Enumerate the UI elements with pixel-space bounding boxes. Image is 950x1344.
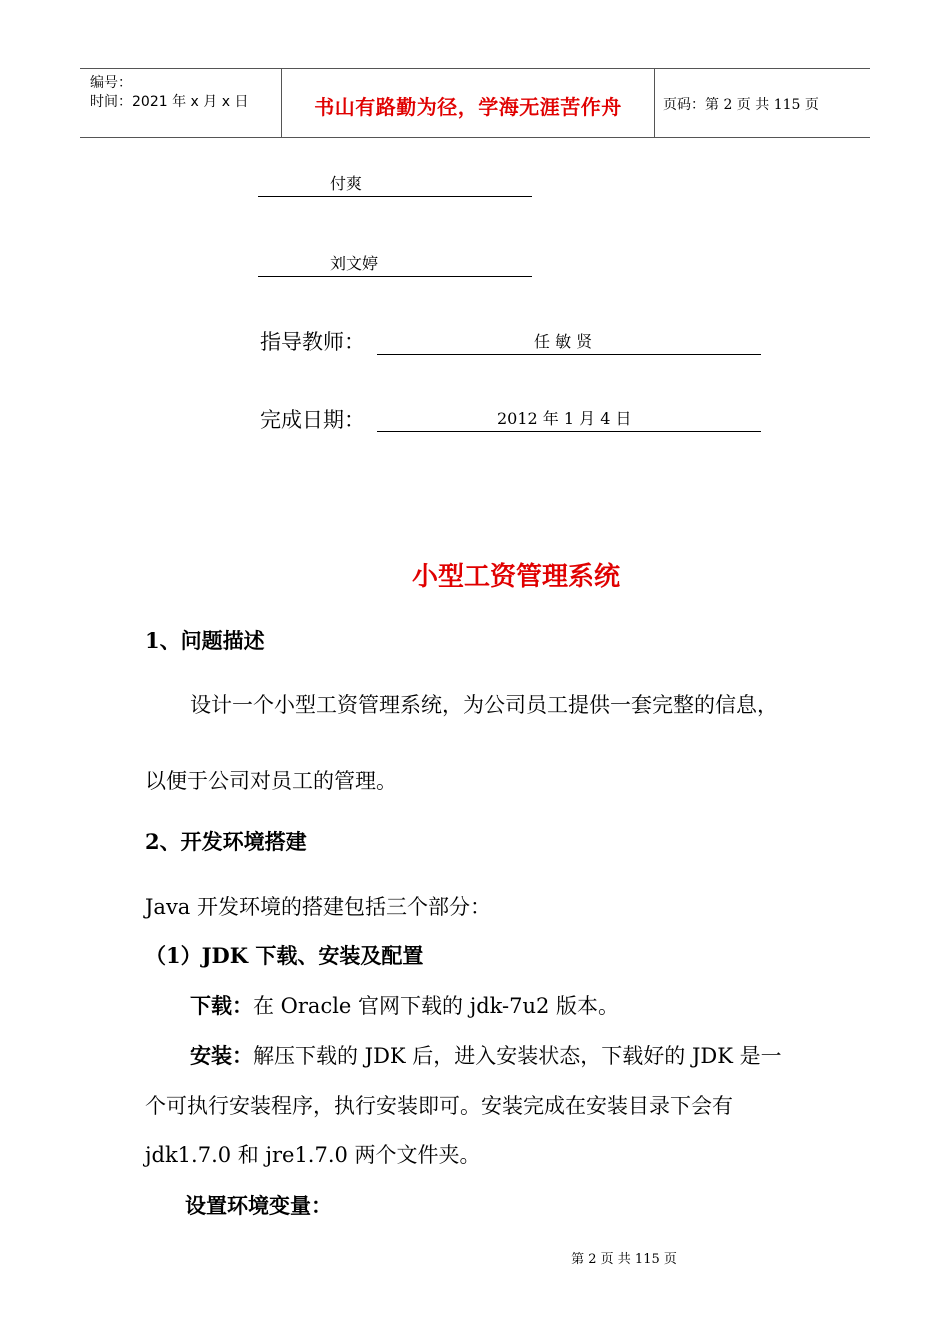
date-label: 完成日期： — [260, 408, 365, 432]
install-text-1: 解压下载的 JDK 后，进入安装状态，下载好的 JDK 是一 — [253, 1044, 782, 1068]
document-title: 小型工资管理系统 — [411, 562, 620, 592]
number-label: 编号： — [90, 75, 132, 91]
page-header — [80, 68, 870, 138]
time-label: 时间：2021 年 x 月 x 日 — [90, 94, 249, 110]
section1-paragraph-line1: 设计一个小型工资管理系统，为公司员工提供一套完整的信息， — [190, 693, 778, 717]
download-label: 下载： — [190, 993, 253, 1018]
env-heading: 设置环境变量： — [185, 1193, 332, 1218]
member-name-2: 刘文婷 — [330, 254, 379, 273]
install-paragraph-line3: jdk1.7.0 和 jre1.7.0 两个文件夹。 — [145, 1143, 481, 1167]
advisor-value: 任 敏 贤 — [534, 332, 593, 351]
download-text: 在 Oracle 官网下载的 jdk-7u2 版本。 — [253, 994, 620, 1018]
install-paragraph-line2: 个可执行安装程序，执行安装即可。安装完成在安装目录下会有 — [145, 1094, 733, 1118]
header-meta — [80, 69, 282, 137]
page-footer: 第 2 页 共 115 页 — [571, 1252, 677, 1267]
section1-paragraph-line2: 以便于公司对员工的管理。 — [145, 769, 397, 793]
install-label: 安装： — [190, 1043, 253, 1068]
section-heading-2: 2、开发环境搭建 — [145, 829, 307, 854]
install-paragraph-line1 — [190, 1040, 782, 1070]
subsection-heading-1: （1）JDK 下载、安装及配置 — [145, 943, 424, 968]
advisor-label: 指导教师： — [260, 330, 365, 354]
member-name-1: 付爽 — [330, 174, 363, 193]
advisor-field — [377, 324, 761, 355]
date-field — [377, 401, 761, 432]
header-page-cell — [655, 69, 870, 137]
header-motto: 书山有路勤为径，学海无涯苦作舟 — [314, 95, 622, 119]
header-motto-cell — [282, 69, 655, 137]
section2-intro: Java 开发环境的搭建包括三个部分： — [145, 895, 491, 919]
header-page-info: 页码：第 2 页 共 115 页 — [663, 97, 819, 113]
date-value: 2012 年 1 月 4 日 — [497, 409, 632, 428]
section-heading-1: 1、问题描述 — [145, 628, 265, 653]
download-paragraph — [190, 990, 619, 1020]
member-field-2 — [258, 246, 532, 277]
member-field-1 — [258, 166, 532, 197]
